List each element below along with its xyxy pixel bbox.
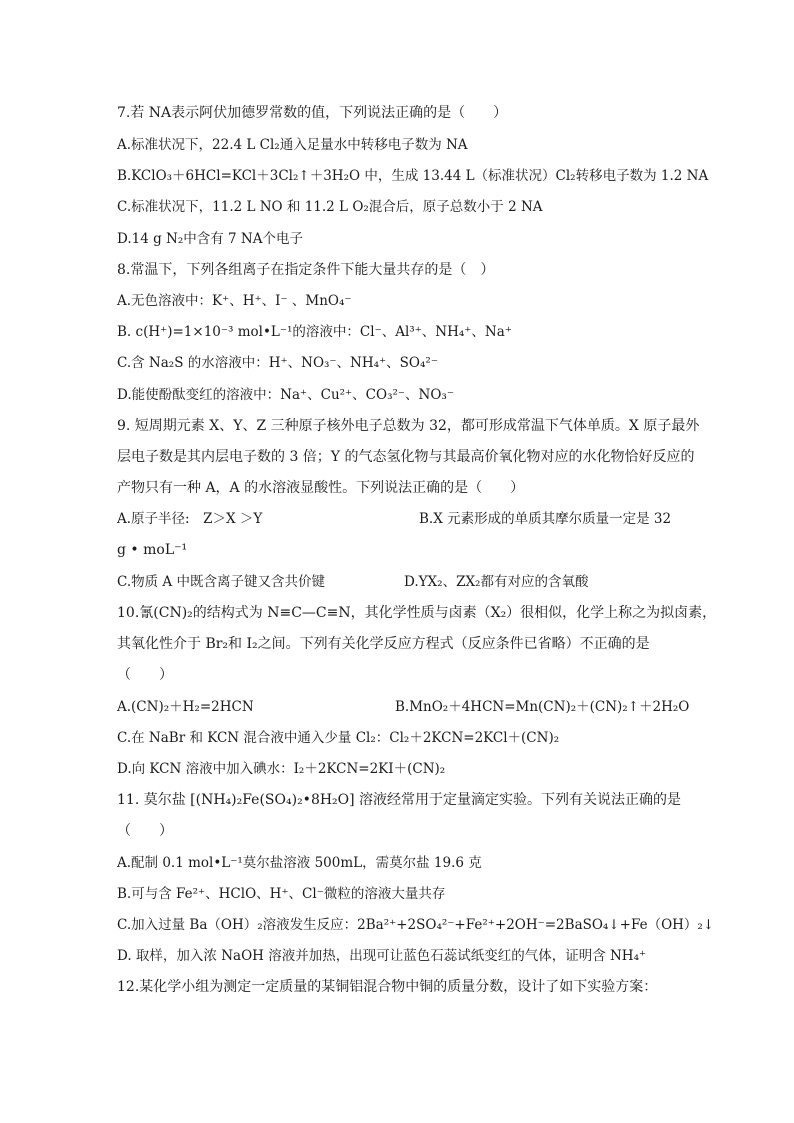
q11-option-a: A.配制 0.1 mol•L⁻¹莫尔盐溶液 500mL，需莫尔盐 19.6 克	[117, 855, 482, 871]
q9-stem-line3: 产物只有一种 A，A 的水溶液显酸性。下列说法正确的是（ ）	[117, 480, 525, 496]
q10-option-c: C.在 NaBr 和 KCN 混合液中通入少量 Cl₂：Cl₂＋2KCN=2KCl＋(CN)₂	[117, 730, 560, 746]
q11-stem-line2: （ ）	[117, 823, 173, 839]
q7-option-c: C.标准状况下，11.2 L NO 和 11.2 L O₂混合后，原子总数小于 2 NA	[117, 199, 543, 215]
q9-option-b: B.X 元素形成的单质其摩尔质量一定是 32	[419, 511, 672, 527]
q11-option-b: B.可与含 Fe²⁺、HClO、H⁺、Cl⁻微粒的溶液大量共存	[117, 886, 446, 902]
q9-option-a: A.原子半径: Z＞X ＞Y	[117, 511, 263, 527]
q10-stem-line2: 其氧化性介于 Br₂和 I₂之间。下列有关化学反应方程式（反应条件已省略）不正确的是	[117, 636, 650, 652]
q10-option-a: A.(CN)₂＋H₂=2HCN	[117, 699, 254, 715]
q9-options-row2	[117, 572, 794, 592]
q8-stem: 8.常温下，下列各组离子在指定条件下能大量共存的是（ ）	[117, 262, 495, 278]
q8-option-b: B. c(H⁺)=1×10⁻³ mol•L⁻¹的溶液中：Cl⁻、Al³⁺、NH₄⁺、Na⁺	[117, 324, 512, 340]
q7-option-b: B.KClO₃＋6HCl=KCl＋3Cl₂↑＋3H₂O 中，生成 13.44 L（标准状况）Cl₂转移电子数为 1.2 NA	[117, 168, 709, 184]
q8-option-c: C.含 Na₂S 的水溶液中：H⁺、NO₃⁻、NH₄⁺、SO₄²⁻	[117, 355, 438, 371]
q9-stem-line1: 9. 短周期元素 X、Y、Z 三种原子核外电子总数为 32，都可形成常温下气体单质。X 原子最外	[117, 418, 700, 434]
q9-option-d: D.YX₂、ZX₂都有对应的含氧酸	[404, 574, 589, 590]
q7-option-a: A.标准状况下，22.4 L Cl₂通入足量水中转移电子数为 NA	[117, 137, 468, 153]
q7-option-d: D.14 g N₂中含有 7 NA个电子	[117, 231, 303, 247]
q11-stem-line1: 11. 莫尔盐 [(NH₄)₂Fe(SO₄)₂•8H₂O] 溶液经常用于定量滴定实验。下列有关说法正确的是	[117, 792, 682, 808]
q12-stem: 12.某化学小组为测定一定质量的某铜铝混合物中铜的质量分数，设计了如下实验方案：	[117, 979, 658, 995]
q7-stem: 7.若 NA表示阿伏加德罗常数的值，下列说法正确的是（ ）	[117, 105, 508, 121]
q8-option-a: A.无色溶液中：K⁺、H⁺、I⁻ 、MnO₄⁻	[117, 293, 352, 309]
q10-options-row1	[117, 697, 794, 717]
q10-option-d: D.向 KCN 溶液中加入碘水：I₂＋2KCN=2KI＋(CN)₂	[117, 761, 446, 777]
q11-option-d: D. 取样，加入浓 NaOH 溶液并加热，出现可让蓝色石蕊试纸变红的气体，证明含 NH₄⁺	[117, 948, 647, 964]
q10-stem-line1: 10.氰(CN)₂的结构式为 N≡C—C≡N，其化学性质与卤素（X₂）很相似，化学上称之为拟卤素，	[117, 605, 717, 621]
q9-stem-line2: 层电子数是其内层电子数的 3 倍；Y 的气态氢化物与其最高价氧化物对应的水化物恰好反应的	[117, 449, 695, 465]
q9-option-c: C.物质 A 中既含离子键又含共价键	[117, 574, 325, 590]
q11-option-c: C.加入过量 Ba（OH）₂溶液发生反应：2Ba²⁺+2SO₄²⁻+Fe²⁺+2OH⁻=2BaSO₄↓+Fe（OH）₂↓	[117, 917, 715, 933]
q10-stem-line3: （ ）	[117, 667, 173, 683]
q10-option-b: B.MnO₂＋4HCN=Mn(CN)₂＋(CN)₂↑＋2H₂O	[395, 699, 690, 715]
q9-options-row1	[117, 509, 794, 529]
q8-option-d: D.能使酚酞变红的溶液中：Na⁺、Cu²⁺、CO₃²⁻、NO₃⁻	[117, 387, 454, 403]
q9-option-b-continued: g • moL⁻¹	[117, 542, 188, 558]
